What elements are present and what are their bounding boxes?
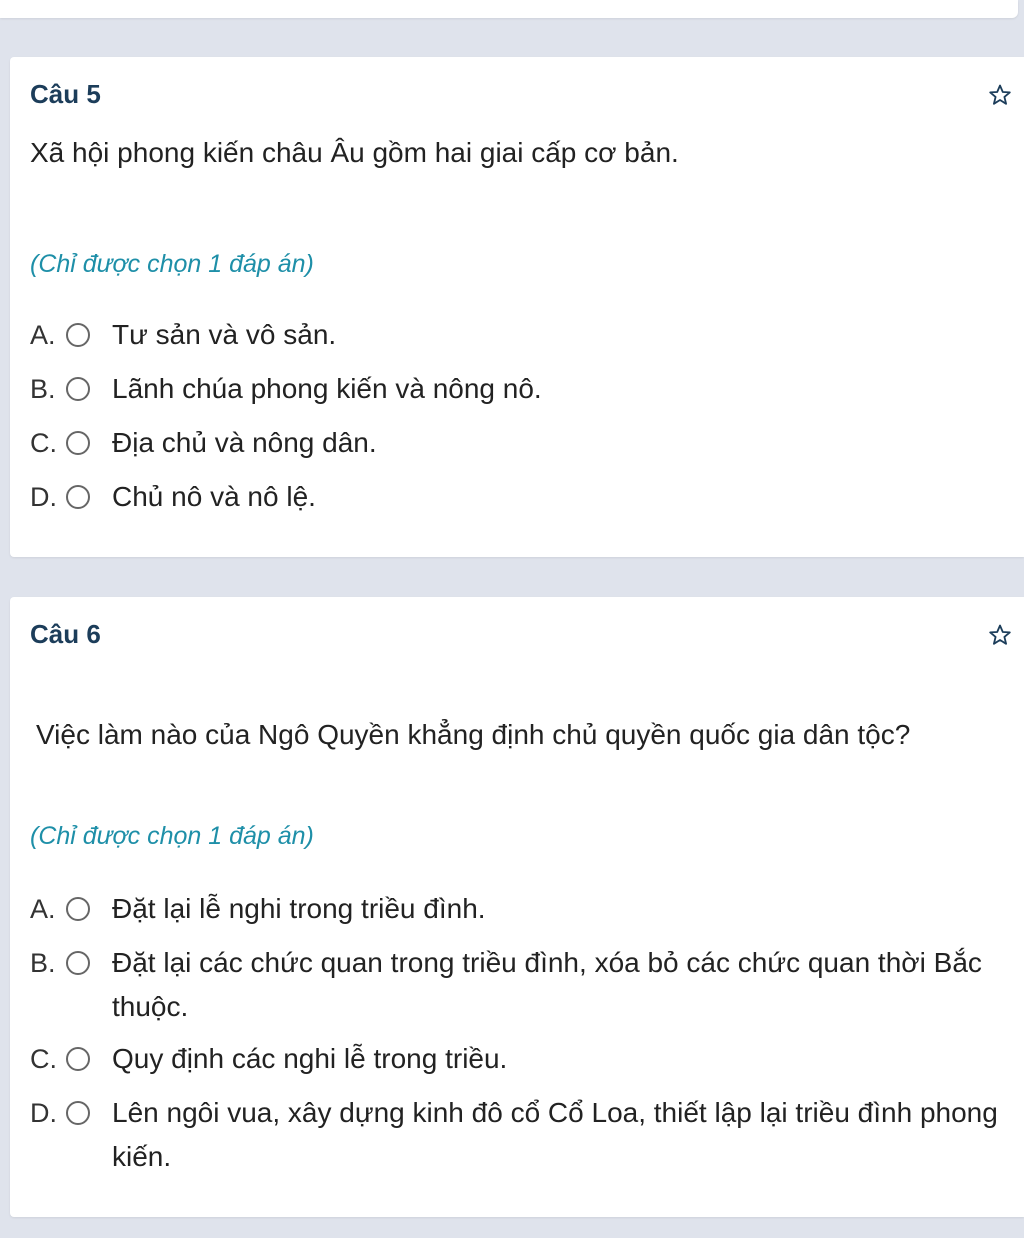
question-card-5 xyxy=(10,57,1024,557)
option-text: Lên ngôi vua, xây dựng kinh đô cổ Cổ Loa, thiết lập lại triều đình phong kiến. xyxy=(112,1097,998,1172)
question-label: Câu 6 xyxy=(30,619,101,649)
previous-question-card xyxy=(0,0,1018,18)
answer-hint: (Chỉ được chọn 1 đáp án) xyxy=(30,822,314,850)
option-c[interactable] xyxy=(30,1041,1014,1081)
option-text: Chủ nô và nô lệ. xyxy=(112,481,316,512)
option-b[interactable] xyxy=(30,371,1014,411)
star-icon[interactable] xyxy=(988,83,1012,107)
radio-icon[interactable] xyxy=(66,897,90,921)
question-text: Xã hội phong kiến châu Âu gồm hai giai cấp cơ bản. xyxy=(30,137,679,168)
option-a[interactable] xyxy=(30,317,1014,357)
radio-icon[interactable] xyxy=(66,431,90,455)
radio-icon[interactable] xyxy=(66,1101,90,1125)
option-text: Tư sản và vô sản. xyxy=(112,319,337,350)
radio-icon[interactable] xyxy=(66,485,90,509)
option-letter: A. xyxy=(30,320,56,350)
option-b[interactable] xyxy=(30,945,1014,1029)
radio-icon[interactable] xyxy=(66,323,90,347)
option-letter: C. xyxy=(30,1044,57,1074)
option-d[interactable] xyxy=(30,1095,1014,1179)
option-letter: D. xyxy=(30,482,57,512)
question-text: Việc làm nào của Ngô Quyền khẳng định chủ quyền quốc gia dân tộc? xyxy=(36,719,911,750)
option-text: Lãnh chúa phong kiến và nông nô. xyxy=(112,373,542,404)
option-text: Đặt lại lễ nghi trong triều đình. xyxy=(112,893,486,924)
star-icon[interactable] xyxy=(988,623,1012,647)
question-card-6 xyxy=(10,597,1024,1217)
option-letter: C. xyxy=(30,428,57,458)
option-letter: A. xyxy=(30,894,56,924)
answer-hint: (Chỉ được chọn 1 đáp án) xyxy=(30,250,314,278)
option-d[interactable] xyxy=(30,479,1014,519)
option-letter: B. xyxy=(30,948,56,978)
option-a[interactable] xyxy=(30,891,1014,931)
option-text: Đặt lại các chức quan trong triều đình, xóa bỏ các chức quan thời Bắc thuộc. xyxy=(112,947,982,1022)
radio-icon[interactable] xyxy=(66,951,90,975)
radio-icon[interactable] xyxy=(66,1047,90,1071)
option-text: Quy định các nghi lễ trong triều. xyxy=(112,1043,508,1074)
radio-icon[interactable] xyxy=(66,377,90,401)
question-label: Câu 5 xyxy=(30,79,101,109)
option-letter: B. xyxy=(30,374,56,404)
option-text: Địa chủ và nông dân. xyxy=(112,427,377,458)
option-letter: D. xyxy=(30,1098,57,1128)
option-c[interactable] xyxy=(30,425,1014,465)
